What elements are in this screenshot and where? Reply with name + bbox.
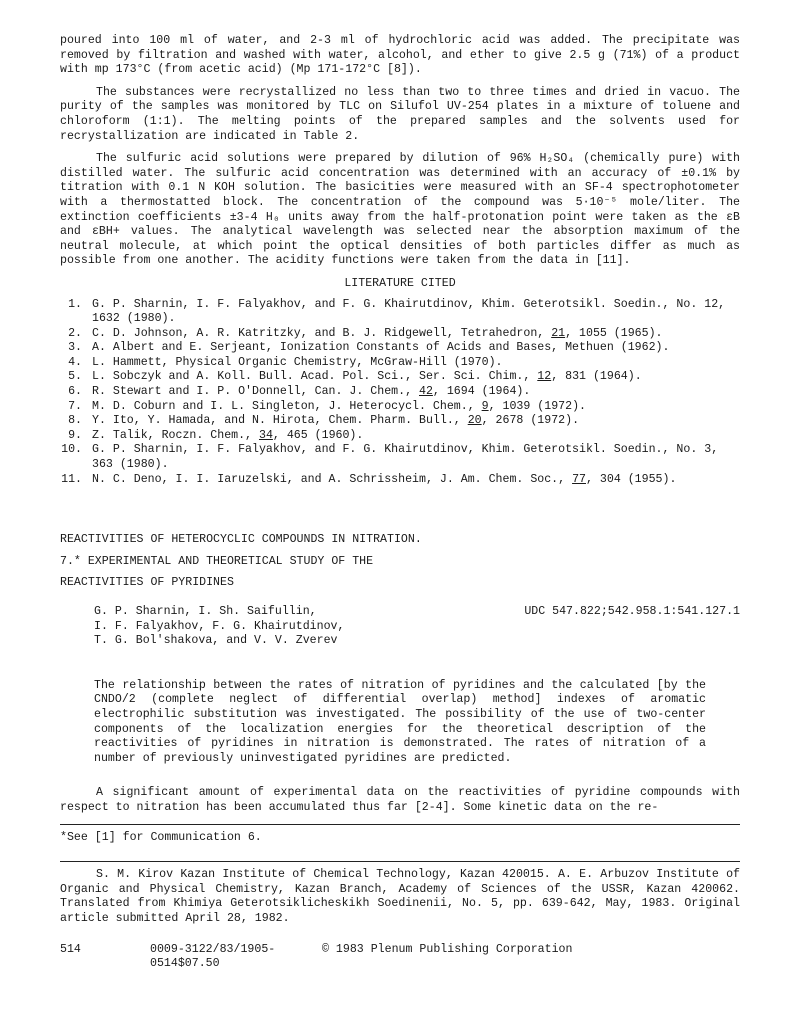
author-line: G. P. Sharnin, I. Sh. Saifullin, (94, 605, 317, 618)
intro-paragraph-1: poured into 100 ml of water, and 2-3 ml of hydrochloric acid was added. The precipitate was removed by filtration and washed with water, alcohol, and ether to give 2.5 g (71%) of a product with mp 173°C (from acetic acid) (Mp 171-172°C [8]). (60, 34, 740, 77)
reference-text: G. P. Sharnin, I. F. Falyakhov, and F. G. Khairutdinov, Khim. Geterotsikl. Soedin., No. 3, 363 (1980). (92, 443, 719, 472)
copyright-notice: © 1983 Plenum Publishing Corporation (322, 942, 573, 956)
reference-text: G. P. Sharnin, I. F. Falyakhov, and F. G. Khairutdinov, Khim. Geterotsikl. Soedin., No. 12, 1632 (1980). (92, 297, 726, 326)
reference-item (60, 298, 740, 327)
volume-number: 21 (551, 326, 566, 340)
reference-number: 6. (68, 385, 82, 399)
reference-item (60, 356, 740, 371)
volume-number: 12 (537, 370, 552, 384)
author-line: I. F. Falyakhov, F. G. Khairutdinov, (94, 619, 345, 633)
volume-number: 34 (258, 428, 273, 442)
footnote: *See [1] for Communication 6. (60, 830, 262, 844)
abstract: The relationship between the rates of nitration of pyridines and the calculated [by the CNDO/2 (complete neglect of differential overlap) method] indexes of aromatic electrophilic substitution was investigated. The possibility of the use of two-center components of the localization energies for the theoretical description of the reactivities of pyridines in nitration is demonstrated. The rates of nitration of a number of previously uninvestigated pyridines are predicted. (94, 678, 706, 765)
article-title-line: 7.* EXPERIMENTAL AND THEORETICAL STUDY OF THE (60, 554, 374, 568)
reference-item (60, 429, 740, 444)
reference-item (60, 341, 740, 356)
reference-number: 8. (68, 414, 82, 428)
reference-text: M. D. Coburn and I. L. Singleton, J. Heterocycl. Chem., 9, 1039 (1972). (92, 399, 586, 413)
footnote-divider (60, 824, 740, 825)
article-title-line: REACTIVITIES OF PYRIDINES (60, 576, 234, 590)
page-footer (60, 943, 740, 972)
reference-text: C. D. Johnson, A. R. Katritzky, and B. J. Ridgewell, Tetrahedron, 21, 1055 (1965). (92, 326, 663, 340)
reference-number: 2. (68, 326, 82, 340)
literature-heading: LITERATURE CITED (344, 276, 456, 290)
volume-number: 20 (467, 414, 482, 428)
author-line: T. G. Bol'shakova, and V. V. Zverev (94, 634, 338, 648)
body-paragraph: A significant amount of experimental data on the reactivities of pyridine compounds with respect to nitration has been accumulated thus far [2-4]. Some kinetic data on the re- (60, 786, 740, 814)
reference-text: R. Stewart and I. P. O'Donnell, Can. J. Chem., 42, 1694 (1964). (92, 385, 531, 399)
reference-number: 10. (61, 443, 82, 457)
udc-code: UDC 547.822;542.958.1:541.127.1 (524, 605, 740, 618)
reference-number: 9. (68, 428, 82, 442)
affiliation-note: S. M. Kirov Kazan Institute of Chemical Technology, Kazan 420015. A. E. Arbuzov Institute of Organic and Physical Chemistry, Kazan Branch, Academy of Sciences of the USSR, Kazan 420062. Translated from Khimiya Geterotsiklicheskikh Soedinenii, No. 5, pp. 639-642, May, 1983. Original article submitted April 28, 1982. (60, 861, 740, 926)
reference-number: 11. (61, 472, 82, 486)
reference-item (60, 414, 740, 429)
reference-item (60, 443, 740, 472)
reference-number: 5. (68, 370, 82, 384)
volume-number: 42 (419, 385, 433, 399)
authors-row (60, 605, 740, 649)
article-code: 0009-3122/83/1905-0514$07.50 (150, 942, 276, 971)
reference-text: N. C. Deno, I. I. Iaruzelski, and A. Schrissheim, J. Am. Chem. Soc., 77, 304 (1955). (92, 472, 677, 486)
reference-item (60, 327, 740, 342)
article-title-line: REACTIVITIES OF HETEROCYCLIC COMPOUNDS IN NITRATION. (60, 533, 422, 547)
reference-item (60, 473, 740, 488)
reference-item (60, 385, 740, 400)
page (60, 34, 740, 972)
reference-text: Y. Ito, Y. Hamada, and N. Hirota, Chem. Pharm. Bull., 20, 2678 (1972). (92, 414, 580, 428)
article-title (60, 533, 740, 591)
volume-number: 9 (481, 399, 489, 413)
author-list (60, 605, 344, 649)
reference-item (60, 400, 740, 415)
reference-text: L. Hammett, Physical Organic Chemistry, McGraw-Hill (1970). (92, 355, 503, 369)
reference-number: 1. (68, 297, 82, 311)
reference-number: 3. (68, 341, 82, 355)
reference-text: L. Sobczyk and A. Koll. Bull. Acad. Pol. Sci., Ser. Sci. Chim., 12, 831 (1964). (92, 370, 642, 384)
reference-item (60, 370, 740, 385)
intro-paragraph-2: The substances were recrystallized no less than two to three times and dried in vacuo. The purity of the samples was monitored by TLC on Silufol UV-254 plates in a mixture of toluene and chloroform (1:1). The melting points of the prepared samples and the solvents used for recrystallization are indicated in Table 2. (60, 85, 740, 143)
reference-list (60, 298, 740, 488)
reference-number: 4. (68, 355, 82, 369)
reference-text: A. Albert and E. Serjeant, Ionization Constants of Acids and Bases, Methuen (1962). (92, 341, 670, 355)
page-number: 514 (60, 942, 81, 956)
intro-paragraph-3: The sulfuric acid solutions were prepared by dilution of 96% H₂SO₄ (chemically pure) with distilled water. The sulfuric acid concentration was determined with an accuracy of ±0.1% by titration with 0.1 N KOH solution. The basicities were measured with an SF-4 spectrophotometer with a thermostatted block. The concentration of the compound was 5·10⁻⁵ mole/liter. The extinction coefficients ±3-4 H₀ units away from the half-protonation point were taken as the εB and εBH+ values. The analytical wavelength was selected near the absorption maximum of the neutral molecule, at which point the optical densities of both particles differ as much as possible from one another. The acidity functions were taken from the data in [11]. (60, 152, 740, 268)
reference-number: 7. (68, 399, 82, 413)
reference-text: Z. Talik, Roczn. Chem., 34, 465 (1960). (92, 428, 364, 442)
volume-number: 77 (572, 472, 586, 486)
